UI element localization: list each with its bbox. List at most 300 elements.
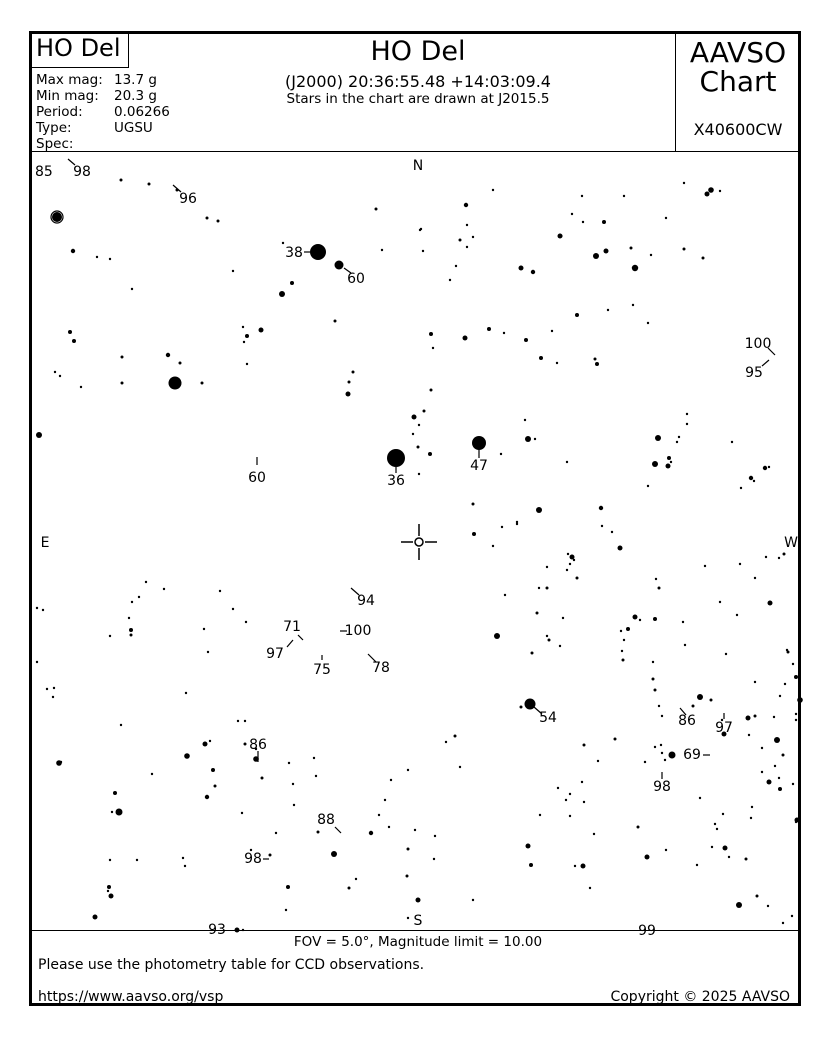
star	[201, 382, 204, 385]
comparison-label: 93	[208, 922, 226, 938]
comparison-label: 75	[313, 662, 331, 678]
star	[36, 432, 42, 438]
star	[683, 182, 685, 184]
copyright: Copyright © 2025 AAVSO	[610, 989, 790, 1005]
star	[546, 587, 549, 590]
star	[739, 563, 741, 565]
star	[375, 208, 378, 211]
star	[699, 797, 701, 799]
star	[130, 634, 133, 637]
comparison-label: 36	[387, 473, 405, 489]
star	[782, 922, 784, 924]
star	[666, 464, 671, 469]
star	[581, 864, 586, 869]
star	[384, 799, 386, 801]
star	[422, 250, 424, 252]
star	[315, 775, 317, 777]
star	[109, 635, 111, 637]
comparison-label: 69	[683, 747, 701, 763]
star	[36, 607, 38, 609]
star	[723, 846, 728, 851]
star	[129, 628, 133, 632]
chart-id: X40600CW	[693, 120, 783, 139]
star	[59, 375, 61, 377]
star	[53, 687, 55, 689]
star	[593, 253, 599, 259]
star	[259, 328, 264, 333]
star	[661, 752, 663, 754]
star	[378, 814, 380, 816]
star	[46, 688, 48, 690]
comparison-label: 60	[248, 470, 266, 486]
star	[773, 716, 775, 718]
star	[794, 675, 798, 679]
star-field	[35, 152, 801, 939]
star	[576, 577, 579, 580]
star	[54, 371, 56, 373]
star	[472, 899, 474, 901]
star	[782, 754, 785, 757]
direction-east: E	[40, 535, 50, 551]
star	[203, 628, 205, 630]
star	[736, 614, 738, 616]
star	[334, 320, 337, 323]
star	[599, 506, 603, 510]
star	[68, 330, 72, 334]
comparison-label: 96	[179, 191, 197, 207]
star	[131, 601, 133, 603]
star	[109, 859, 111, 861]
star	[534, 438, 536, 440]
star	[783, 553, 786, 556]
star	[472, 532, 476, 536]
star	[551, 330, 553, 332]
star	[746, 716, 751, 721]
star	[525, 436, 531, 442]
star	[526, 844, 531, 849]
star	[795, 719, 797, 721]
star	[565, 799, 567, 801]
star	[767, 780, 772, 785]
star	[290, 281, 294, 285]
star	[630, 247, 633, 250]
star	[623, 195, 625, 197]
star	[767, 905, 769, 907]
star	[647, 485, 649, 487]
star	[539, 356, 543, 360]
info-max-mag: Max mag: 13.7 g	[36, 72, 157, 88]
star	[708, 187, 714, 193]
star	[120, 724, 122, 726]
star	[317, 831, 320, 834]
star	[500, 453, 502, 455]
star	[428, 452, 432, 456]
star	[71, 249, 75, 253]
star	[569, 793, 571, 795]
star	[667, 456, 671, 460]
comparison-label: 100	[744, 336, 772, 352]
star	[686, 423, 688, 425]
star	[244, 720, 246, 722]
star	[406, 875, 409, 878]
star	[472, 236, 474, 238]
star	[466, 224, 468, 226]
star	[652, 661, 654, 663]
direction-north: N	[412, 158, 424, 174]
star	[676, 441, 678, 443]
star	[639, 619, 641, 621]
star	[716, 828, 718, 830]
star	[219, 590, 221, 592]
star	[148, 183, 151, 186]
star	[749, 476, 753, 480]
comparison-label: 95	[745, 365, 763, 381]
star	[756, 895, 759, 898]
star	[179, 362, 182, 365]
comparison-label: 98	[73, 164, 91, 180]
star	[778, 787, 782, 791]
comparison-label: 100	[344, 623, 372, 639]
star	[182, 857, 184, 859]
star	[416, 898, 421, 903]
star	[797, 697, 803, 703]
star	[433, 858, 435, 860]
leader-line	[762, 360, 769, 366]
star	[335, 261, 344, 270]
star	[412, 433, 414, 435]
star	[562, 617, 564, 619]
comparison-label: 38	[285, 245, 303, 261]
star	[241, 812, 243, 814]
star	[652, 678, 655, 681]
star	[387, 449, 405, 467]
star	[620, 630, 622, 632]
star	[658, 705, 660, 707]
star	[704, 565, 706, 567]
star	[546, 566, 548, 568]
star	[647, 322, 649, 324]
star	[763, 466, 767, 470]
star	[466, 246, 468, 248]
star	[245, 621, 247, 623]
star	[581, 781, 583, 783]
star	[751, 806, 753, 808]
star	[313, 757, 315, 759]
star	[581, 195, 583, 197]
star	[725, 653, 727, 655]
star	[430, 389, 433, 392]
star	[644, 761, 646, 763]
star	[166, 353, 170, 357]
star	[754, 577, 756, 579]
epoch-note: Stars in the chart are drawn at J2015.5	[286, 91, 550, 107]
comparison-label: 98	[653, 779, 671, 795]
comparison-label: 94	[357, 593, 375, 609]
star	[346, 392, 351, 397]
star	[163, 588, 165, 590]
star	[525, 699, 536, 710]
star	[217, 220, 220, 223]
info-spec: Spec:	[36, 136, 74, 152]
star	[285, 909, 287, 911]
star	[96, 256, 98, 258]
star	[633, 615, 638, 620]
star	[211, 768, 215, 772]
star	[464, 203, 468, 207]
star	[791, 915, 793, 917]
star	[614, 738, 617, 741]
star	[310, 244, 326, 260]
star	[423, 410, 426, 413]
star	[658, 587, 661, 590]
star	[417, 446, 420, 449]
target-reticle	[401, 524, 437, 560]
star	[719, 190, 721, 192]
star	[487, 327, 491, 331]
comparison-label: 54	[539, 710, 557, 726]
star	[652, 461, 658, 467]
star	[778, 777, 780, 779]
star	[682, 621, 684, 623]
star	[573, 559, 575, 561]
star	[121, 356, 124, 359]
star	[637, 826, 640, 829]
star	[516, 523, 518, 525]
star	[778, 557, 780, 559]
star	[632, 265, 638, 271]
star	[621, 650, 623, 652]
star	[557, 787, 559, 789]
star	[665, 849, 667, 851]
star	[567, 553, 569, 555]
star	[632, 304, 634, 306]
star	[645, 855, 650, 860]
star	[407, 769, 409, 771]
star	[768, 601, 773, 606]
star	[348, 887, 351, 890]
star	[492, 545, 494, 547]
star	[740, 487, 742, 489]
star	[546, 635, 548, 637]
star	[109, 894, 114, 899]
star	[418, 473, 420, 475]
info-type: Type: UGSU	[36, 120, 153, 136]
star	[684, 644, 686, 646]
star	[348, 381, 351, 384]
direction-south: S	[413, 913, 423, 929]
star	[279, 291, 285, 297]
star	[792, 663, 794, 665]
star	[731, 441, 733, 443]
star	[407, 848, 410, 851]
comparison-label: 78	[372, 660, 390, 676]
star	[206, 217, 209, 220]
star	[678, 436, 680, 438]
star	[418, 424, 420, 426]
star	[683, 248, 686, 251]
star	[407, 917, 409, 919]
star	[792, 783, 794, 785]
comparison-label: 98	[244, 851, 262, 867]
star	[245, 334, 249, 338]
star	[207, 651, 209, 653]
star	[736, 902, 742, 908]
star	[288, 762, 290, 764]
star	[414, 829, 416, 831]
star	[539, 814, 541, 816]
star	[696, 864, 698, 866]
star	[113, 791, 117, 795]
star	[519, 266, 524, 271]
comparison-label: 88	[317, 812, 335, 828]
star	[795, 821, 797, 823]
star	[583, 744, 586, 747]
star	[93, 915, 98, 920]
star	[459, 766, 461, 768]
star	[719, 601, 721, 603]
star	[765, 556, 767, 558]
star	[121, 382, 124, 385]
comparison-label: 86	[678, 713, 696, 729]
star	[492, 189, 494, 191]
star	[583, 801, 585, 803]
star	[128, 617, 130, 619]
star	[504, 594, 506, 596]
star	[589, 887, 591, 889]
star	[601, 525, 603, 527]
star	[710, 699, 713, 702]
star	[665, 217, 667, 219]
star	[494, 633, 500, 639]
star	[242, 326, 244, 328]
star	[390, 779, 392, 781]
star	[232, 608, 234, 610]
star	[434, 835, 436, 837]
star	[282, 242, 284, 244]
star	[787, 651, 790, 654]
star	[131, 288, 133, 290]
direction-west: W	[784, 535, 798, 551]
star	[536, 612, 539, 615]
star	[531, 270, 535, 274]
star	[559, 645, 561, 647]
star	[293, 804, 295, 806]
star	[169, 377, 182, 390]
star	[209, 740, 211, 742]
comparison-label: 97	[715, 720, 733, 736]
star	[331, 851, 337, 857]
star	[42, 609, 44, 611]
star	[36, 661, 38, 663]
comparison-label: 71	[283, 619, 301, 635]
star	[52, 696, 54, 698]
star	[244, 743, 247, 746]
star	[185, 692, 187, 694]
star	[655, 435, 661, 441]
star	[107, 890, 109, 892]
star	[243, 341, 245, 343]
star	[80, 386, 82, 388]
star	[660, 744, 662, 746]
star	[597, 760, 599, 762]
star	[184, 753, 190, 759]
leader-line	[287, 640, 293, 647]
star	[503, 332, 505, 334]
star	[246, 363, 248, 365]
star	[116, 809, 123, 816]
star	[538, 587, 540, 589]
star	[232, 270, 234, 272]
star	[536, 507, 542, 513]
star	[702, 257, 705, 260]
star	[670, 461, 672, 463]
star	[714, 823, 716, 825]
star	[654, 746, 656, 748]
star	[664, 759, 666, 761]
star	[529, 863, 533, 867]
star	[774, 765, 776, 767]
star	[432, 347, 434, 349]
star	[548, 639, 551, 642]
chart-title: HO Del	[370, 36, 466, 67]
star	[531, 652, 534, 655]
coordinates: (J2000) 20:36:55.48 +14:03:09.4	[285, 72, 551, 91]
star	[445, 741, 447, 743]
star	[429, 332, 433, 336]
star	[569, 563, 571, 565]
star	[654, 689, 657, 692]
chart-frame	[29, 31, 801, 1006]
star	[449, 279, 451, 281]
star	[575, 313, 579, 317]
star	[184, 865, 186, 867]
star	[692, 705, 695, 708]
comparison-label: 47	[470, 458, 488, 474]
star	[455, 265, 457, 267]
vsp-url[interactable]: https://www.aavso.org/vsp	[38, 989, 224, 1005]
star	[611, 531, 613, 533]
star	[352, 371, 355, 374]
star	[111, 811, 113, 813]
star	[669, 752, 676, 759]
star	[626, 627, 630, 631]
comparison-label: 99	[638, 923, 656, 939]
star	[722, 813, 724, 815]
info-period: Period: 0.06266	[36, 104, 170, 120]
star	[750, 817, 752, 819]
star	[412, 415, 417, 420]
star	[205, 795, 209, 799]
star	[602, 220, 606, 224]
star	[566, 569, 568, 571]
star	[768, 466, 770, 468]
star	[748, 734, 750, 736]
star	[420, 228, 422, 230]
star	[463, 336, 468, 341]
star	[761, 771, 763, 773]
star	[618, 546, 623, 551]
star	[697, 694, 703, 700]
star	[286, 885, 290, 889]
info-min-mag: Min mag: 20.3 g	[36, 88, 157, 104]
star	[655, 578, 657, 580]
star	[754, 715, 757, 718]
star	[571, 213, 573, 215]
star	[795, 713, 797, 715]
star	[52, 212, 62, 222]
star	[558, 234, 563, 239]
star	[779, 695, 781, 697]
